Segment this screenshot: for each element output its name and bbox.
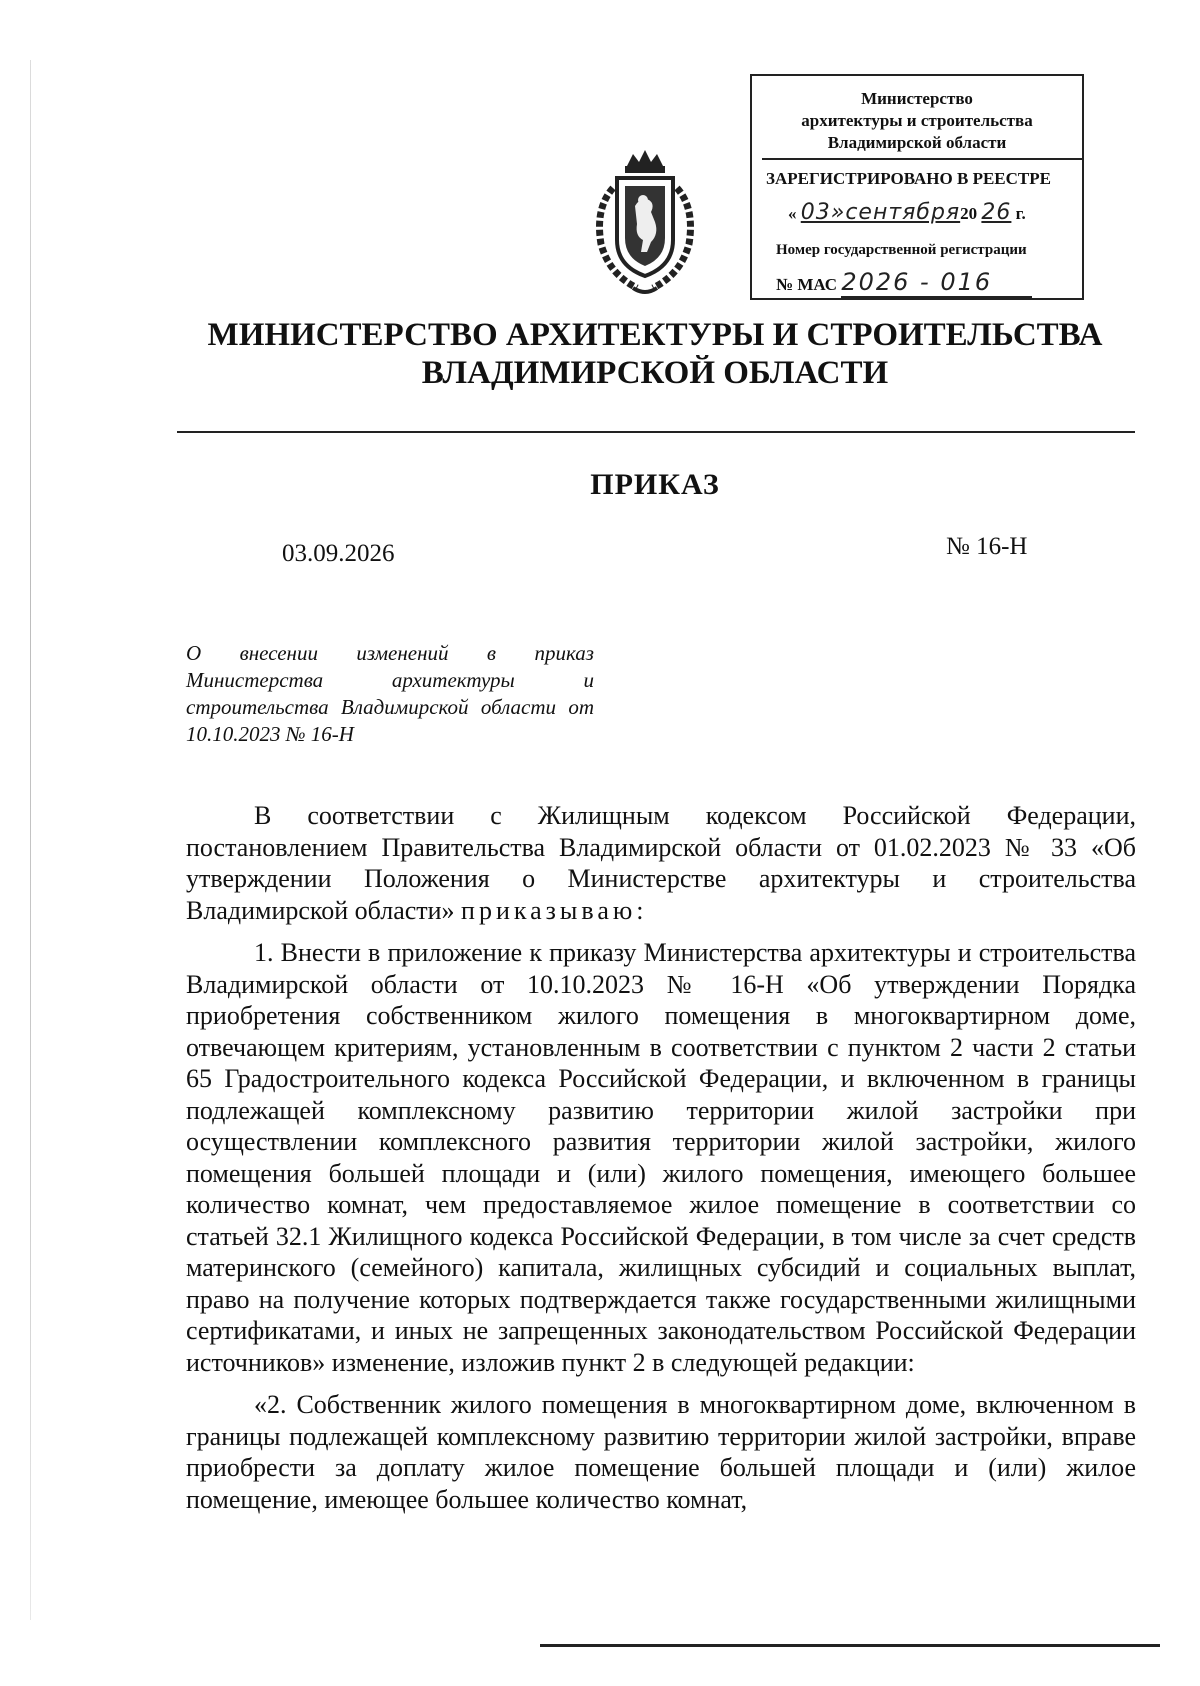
stamp-ministry-line: Министерство	[861, 89, 973, 108]
item-2-paragraph: «2. Собственник жилого помещения в многоквартирном доме, включенном в границы подлежащей комплексному развитию территории жилой застройки, вправе приобрести за доплату жилое помещение большей площади и (или) жилое помещение, имеющее большее количество комнат,	[186, 1390, 1136, 1514]
document-type: ПРИКАЗ	[590, 468, 720, 501]
document-subject: О внесении изменений в приказ Министерства архитектуры и строительства Владимирской области от 10.10.2023 № 16-Н	[186, 641, 594, 746]
order-word: приказываю:	[461, 895, 648, 925]
stamp-date-suffix: г.	[1015, 204, 1026, 223]
stamp-number-label: Номер государственной регистрации	[776, 242, 1027, 258]
stamp-ministry-line: архитектуры и строительства	[801, 111, 1033, 130]
stamp-ministry-line: Владимирской области	[827, 133, 1007, 152]
header-divider	[177, 431, 1135, 433]
stamp-year-handwritten: 26	[981, 200, 1012, 225]
header-title-line: МИНИСТЕРСТВО АРХИТЕКТУРЫ И СТРОИТЕЛЬСТВА	[207, 317, 1103, 353]
registration-stamp	[750, 74, 1084, 300]
stamp-mac-handwritten: 2026 - 016	[841, 268, 1032, 298]
stamp-mac-prefix: № МАС	[776, 275, 838, 294]
scan-edge-line	[30, 60, 31, 1620]
scan-bottom-line	[540, 1644, 1160, 1647]
stamp-date-prefix: «	[788, 204, 797, 223]
document-body	[186, 800, 1136, 1515]
stamp-date-handwritten: 03»сентября	[800, 200, 961, 225]
document-date: 03.09.2026	[282, 540, 395, 567]
stamp-divider	[762, 158, 1082, 160]
ministry-header	[0, 316, 1200, 392]
intro-paragraph	[186, 800, 1136, 926]
header-title-line: ВЛАДИМИРСКОЙ ОБЛАСТИ	[421, 355, 889, 391]
item-1-paragraph: 1. Внести в приложение к приказу Министерства архитектуры и строительства Владимирской области от 10.10.2023 № 16-Н «Об утверждении Порядка приобретения собственником жилого помещения в многоквартирном доме, отвечающем критериям, установленным в соответствии с пунктом 2 части 2 статьи 65 Градостроительного кодекса Российской Федерации, и включенном в границы подлежащей комплексному развитию территории жилой застройки при осуществлении комплексного развития территории жилой застройки, жилого помещения большей площади и (или) жилого помещения, имеющего большее количество комнат, чем предоставляемое жилое помещение в соответствии со статьей 32.1 Жилищного кодекса Российской Федерации, в том числе за счет средств материнского (семейного) капитала, жилищных субсидий и социальных выплат, право на получение которых подтверждается также государственными жилищными сертификатами, и иных не запрещенных законодательством Российской Федерации источников» изменение, изложив пункт 2 в следующей редакции:	[186, 938, 1136, 1377]
document-number: № 16-Н	[946, 533, 1028, 560]
intro-text: В соответствии с Жилищным кодексом Российской Федерации, постановлением Правительства Владимирской области от 01.02.2023 № 33 «Об утверждении Положения о Министерстве архитектуры и строительства Владимирской области»	[186, 801, 1136, 925]
stamp-registration-date	[788, 200, 1026, 225]
stamp-year-prefix: 20	[960, 204, 978, 223]
stamp-mac-number	[776, 268, 1032, 296]
stamp-ministry-name	[752, 88, 1082, 154]
stamp-registered-label: ЗАРЕГИСТРИРОВАНО В РЕЕСТРЕ	[766, 169, 1051, 188]
vladimir-coat-of-arms-icon	[575, 148, 715, 298]
